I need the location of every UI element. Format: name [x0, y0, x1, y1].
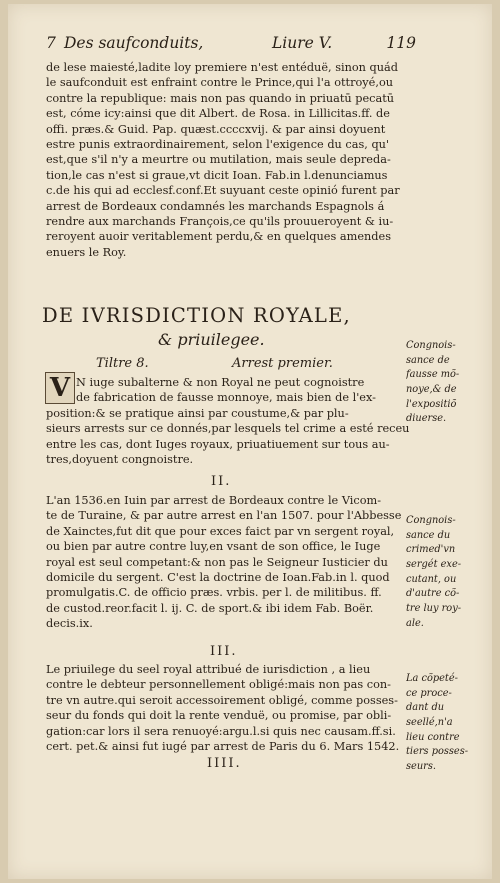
margin-note-3 — [406, 672, 472, 775]
text-line: entre les cas, dont Iuges royaux, priuatiuement sur tous au- — [46, 437, 390, 451]
text-line: te de Turaine, & par autre arrest en l'an 1507. pour l'Abbesse — [46, 509, 402, 523]
margin-note-line: sance du — [406, 529, 451, 541]
margin-note-1 — [406, 339, 472, 427]
section-number-4: IIII. — [207, 756, 242, 771]
margin-note-line: ce proce- — [406, 687, 452, 699]
margin-note-line: tiers posses- — [406, 746, 469, 758]
margin-note-line: tre luy roy- — [406, 603, 462, 615]
margin-note-line: Congnois- — [406, 340, 456, 351]
margin-note-line: d'autre cõ- — [406, 588, 460, 600]
margin-note-line: sance de — [406, 354, 450, 366]
text-line: rendre aux marchands François,ce qu'ils prouueroyent & iu- — [46, 214, 394, 228]
section-number-3: III. — [210, 644, 238, 659]
text-line: gation:car lors il sera renuoyé:argu.l.si quis nec causam.ff.si. — [46, 724, 396, 738]
text-line: sieurs arrests sur ce donnés,par lesquels tel crime a esté receu — [46, 422, 410, 436]
text-line: de lese maiesté,ladite loy premiere n'est entéduë, sinon quád — [46, 61, 399, 74]
margin-note-line: La cõpeté- — [406, 673, 458, 684]
book-page — [8, 4, 492, 879]
text-line: contre le debteur personnellement obligé:mais non pas con- — [46, 678, 391, 692]
paragraph-2 — [46, 493, 410, 632]
text-line: ou bien par autre contre luy,en vsant de son office, le Iuge — [46, 540, 381, 554]
margin-note-line: cutant, ou — [406, 573, 457, 585]
paragraph-3 — [46, 662, 410, 754]
margin-note-line: seellé,n'a — [406, 717, 453, 729]
text-line: le saufconduit est enfraint contre le Prince,qui l'a ottroyé,ou — [46, 76, 394, 90]
arrest-label: Arrest premier. — [232, 356, 333, 371]
text-line: Le priuilege du seel royal attribué de iurisdiction , a lieu — [46, 663, 371, 676]
text-line: N iuge subalterne & non Royal ne peut cognoistre — [76, 376, 365, 389]
margin-note-line: ale. — [406, 617, 424, 629]
margin-note-line: Congnois- — [406, 515, 456, 526]
text-line: est,que s'il n'y a meurtre ou mutilation, mais seule depreda- — [46, 153, 391, 167]
text-line: tres,doyuent congnoistre. — [46, 453, 194, 467]
title-label: Tiltre 8. — [96, 356, 149, 371]
book-label: Liure V. — [272, 34, 333, 52]
text-line: position:& se pratique ainsi par coustume,& par plu- — [46, 407, 349, 420]
margin-note-line: lieu contre — [406, 731, 460, 743]
text-line: promulgatis.C. de officio præs. vrbis. per l. de militibus. ff. — [46, 586, 382, 600]
margin-note-line: noye,& de — [406, 384, 457, 396]
margin-note-line: dant du — [406, 702, 445, 714]
section-title: DE IVRISDICTION ROYALE, — [42, 304, 351, 327]
paragraph-1 — [76, 375, 406, 406]
text-line: enuers le Roy. — [46, 245, 127, 259]
text-line: offi. præs.& Guid. Pap. quæst.ccccxvij. & par ainsi doyuent — [46, 122, 386, 136]
running-title: Des saufconduits, — [64, 34, 204, 52]
margin-note-line: seurs. — [406, 761, 436, 773]
section-number-2: II. — [211, 474, 232, 489]
top-paragraph — [46, 60, 410, 260]
margin-note-line: sergét exe- — [406, 559, 462, 571]
text-line: reroyent auoir veritablement perdu,& en quelques amendes — [46, 230, 391, 244]
section-subtitle: & priuilegee. — [158, 330, 265, 349]
text-line: de Xainctes,fut dit que pour exces faict par vn sergent royal, — [46, 524, 395, 538]
text-line: cert. pet.& ainsi fut iugé par arrest de Paris du 6. Mars 1542. — [46, 739, 400, 753]
drop-cap: V — [45, 372, 75, 404]
page-number: 7 — [46, 34, 56, 52]
text-line: royal est seul competant:& non pas le Seigneur Iusticier du — [46, 555, 388, 569]
text-line: arrest de Bordeaux condamnés les marchands Espagnols á — [46, 199, 385, 213]
margin-note-line: crimed'vn — [406, 544, 456, 556]
text-line: tre vn autre.qui seroit accessoirement obligé, comme posses- — [46, 693, 398, 707]
folio-number: 119 — [386, 34, 416, 52]
text-line: seur du fonds qui doit la rente venduë, ou promise, par obli- — [46, 709, 392, 723]
text-line: c.de his qui ad ecclesf.conf.Et suyuant ceste opinió furent par — [46, 184, 400, 198]
text-line: estre punis extraordinairement, selon l'exigence du cas, qu' — [46, 137, 390, 151]
text-line: tion,le cas n'est si graue,vt dicit Ioan. Fab.in l.denunciamus — [46, 168, 388, 182]
text-line: de custod.reor.facit l. ij. C. de sport.& ibi idem Fab. Boër. — [46, 601, 374, 615]
margin-note-line: diuerse. — [406, 413, 447, 425]
paragraph-1-continued — [46, 406, 410, 468]
text-line: L'an 1536.en Iuin par arrest de Bordeaux contre le Vicom- — [46, 494, 382, 507]
margin-note-line: fausse mõ- — [406, 369, 460, 381]
text-line: est, cóme icy:ainsi que dit Albert. de Rosa. in Lillicitas.ff. de — [46, 107, 390, 121]
margin-note-line: l'expositiõ — [406, 398, 457, 410]
running-header — [46, 34, 416, 56]
text-line: domicile du sergent. C'est la doctrine de Ioan.Fab.in l. quod — [46, 570, 390, 584]
text-line: de fabrication de fausse monnoye, mais bien de l'ex- — [76, 391, 376, 405]
text-line: contre la republique: mais non pas quando in priuatū pecatū — [46, 91, 395, 105]
text-line: decis.ix. — [46, 617, 93, 631]
margin-note-2 — [406, 514, 472, 632]
